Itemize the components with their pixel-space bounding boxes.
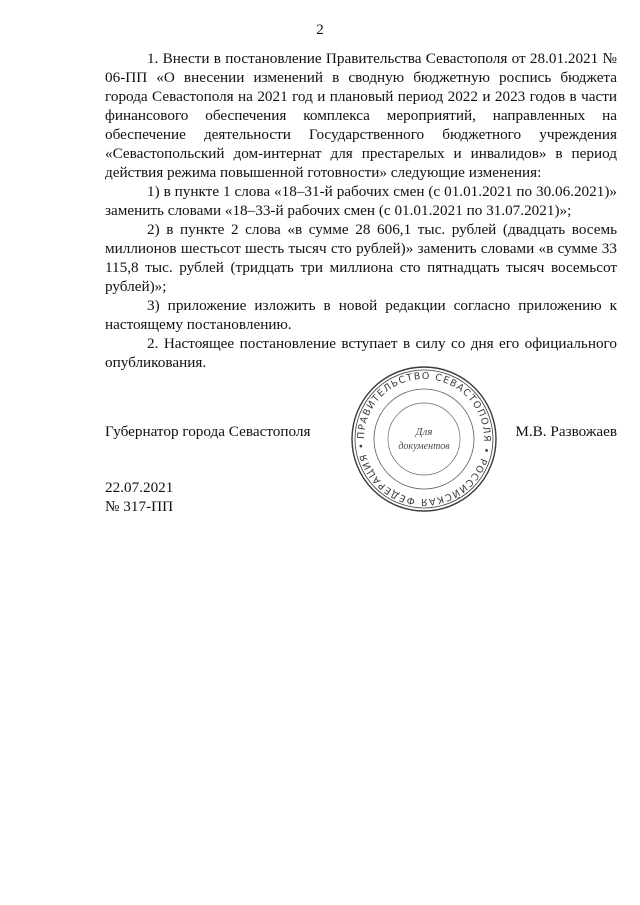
official-seal-stamp: [350, 365, 498, 513]
document-meta: [105, 478, 173, 516]
document-date: 22.07.2021: [105, 479, 174, 496]
paragraph-subitem-2: 2) в пункте 2 слова «в сумме 28 606,1 тыс. рублей (двадцать восемь миллионов шестьсот шесть тысяч сто рублей)» заменить словами «в сумме 33 115,8 тыс. рублей (тридцать три миллиона сто пятнадцать тысяч восемьсот рублей)»;: [105, 221, 617, 295]
page-number: 2: [316, 22, 324, 38]
stamp-outer-text: ПРАВИТЕЛЬСТВО СЕВАСТОПОЛЯ • РОССИЙСКАЯ ФЕДЕРАЦИЯ •: [355, 370, 493, 508]
document-body: [105, 49, 617, 372]
paragraph-item-2: 2. Настоящее постановление вступает в силу со дня его официального опубликования.: [105, 335, 617, 371]
svg-text:ПРАВИТЕЛЬСТВО СЕВАСТОПОЛЯ • РО: [356, 371, 492, 507]
paragraph-subitem-1: 1) в пункте 1 слова «18–31-й рабочих смен (с 01.01.2021 по 30.06.2021)» заменить словами «18–33-й рабочих смен (с 01.01.2021 по 31.07.2021)»;: [105, 183, 617, 219]
signatory-name: М.В. Развожаев: [515, 423, 617, 440]
stamp-center-line-2: документов: [398, 441, 450, 452]
document-number: № 317-ПП: [105, 498, 174, 515]
signatory-title: Губернатор города Севастополя: [105, 423, 311, 440]
paragraph-item-1: 1. Внести в постановление Правительства Севастополя от 28.01.2021 № 06-ПП «О внесении изменений в сводную бюджетную роспись бюджета города Севастополя на 2021 год и плановый период 2022 и 2023 годов в части финансового обеспечения комплекса мероприятий, направленных на обеспечение деятельности Государственного бюджетного учреждения «Севастопольский дом-интернат для престарелых и инвалидов» в период действия режима повышенной готовности» следующие изменения:: [105, 50, 617, 181]
paragraph-subitem-3: 3) приложение изложить в новой редакции согласно приложению к настоящему постановлению.: [105, 297, 617, 333]
stamp-center-line-1: Для: [415, 426, 433, 438]
